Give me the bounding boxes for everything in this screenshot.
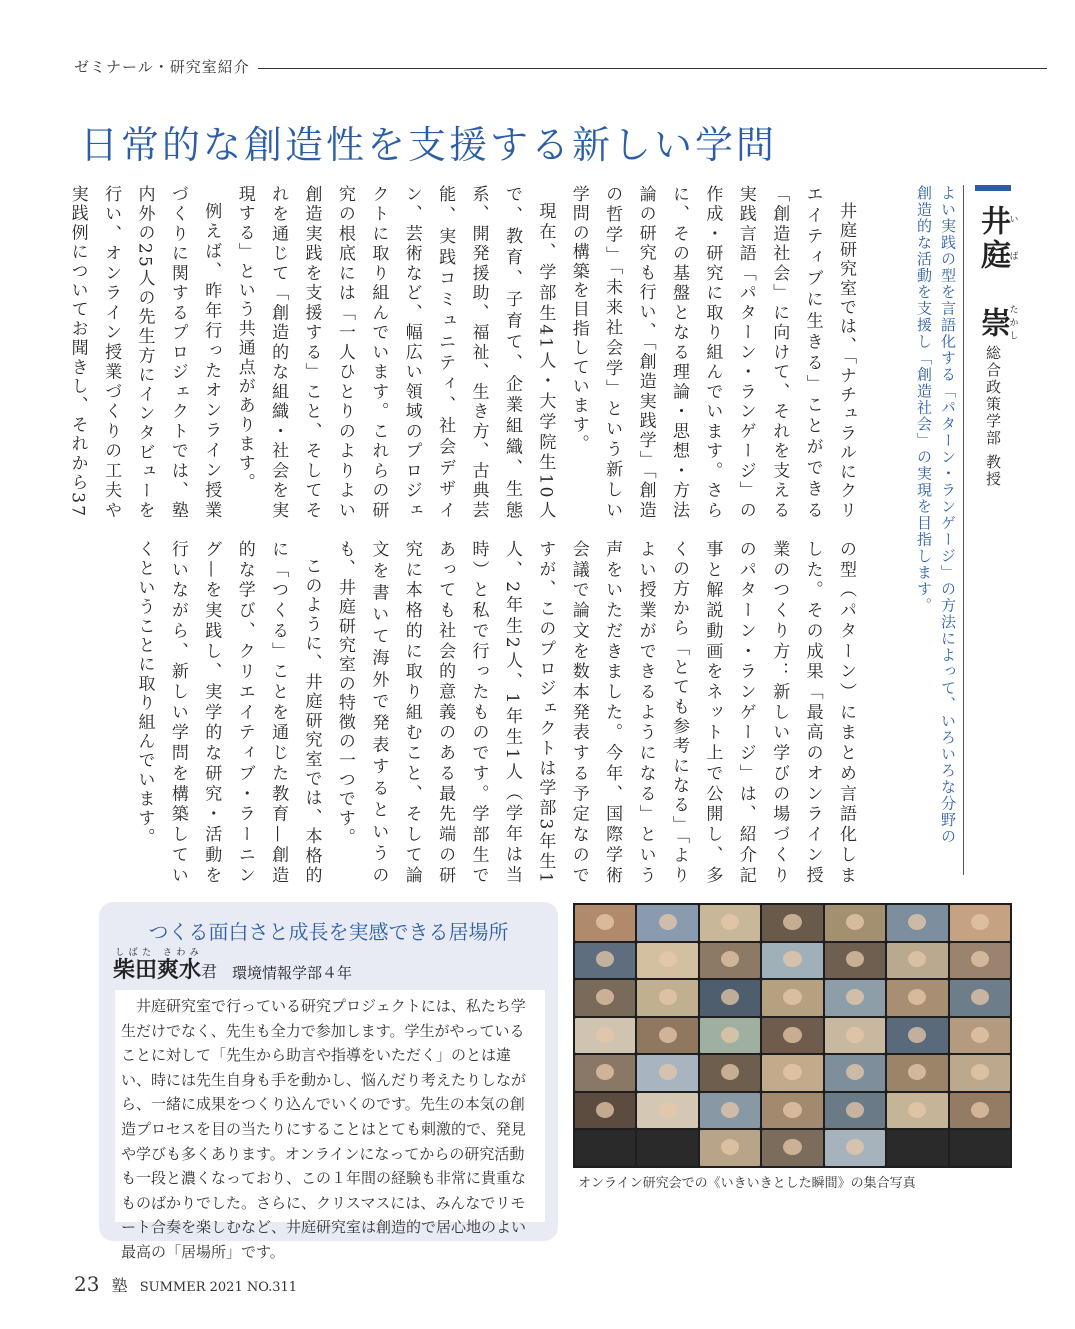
photo-caption: オンライン研究会での《いきいきとした瞬間》の集合写真 — [578, 1176, 916, 1191]
author-family-ruby: いば — [1007, 205, 1018, 273]
author-name — [970, 205, 1018, 344]
photo-participant-tile — [700, 1093, 760, 1129]
photo-participant-tile — [950, 1055, 1010, 1091]
photo-participant-tile — [700, 905, 760, 941]
photo-participant-tile — [950, 1018, 1010, 1054]
photo-participant-tile — [575, 1055, 635, 1091]
photo-participant-tile — [762, 1018, 822, 1054]
photo-participant-tile — [825, 943, 885, 979]
author-family-name: 井庭いば — [975, 205, 1018, 273]
page-number: 23 — [74, 1272, 100, 1296]
interview-text: 井庭研究室で行っている研究プロジェクトには、私たち学生だけでなく、先生も全力で参加します。学生がやっていることに対して「先生から助言や指導をいただく」のとは違い、時には先生自身も手を動かし、悩んだり考えたりしながら、一緒に成果をつくり込んでいくのです。先生の本気の創造プロセスを目の当たりにすることはとても刺激的で、発見や学びも多くあります。オンラインになってからの研究活動も一段と濃くなっており、この１年間の経験も非常に貴重なものばかりでした。さらに、クリスマスには、みんなでリモート合奏を楽しむなど、井庭研究室は創造的で居心地のよい最高の「居場所」です。 — [115, 990, 545, 1222]
photo-participant-tile — [825, 1018, 885, 1054]
photo-participant-tile — [575, 905, 635, 941]
student-name-text: 柴田爽水 — [113, 958, 202, 983]
author-accent-bar — [975, 185, 1011, 191]
lead-text: よい実践の型を言語化する「パターン・ランゲージ」の方法によって、いろいろな分野の創造的な活動を支援し「創造社会」の実現を目指します。 — [915, 185, 957, 845]
page-footer — [74, 1272, 297, 1296]
photo-participant-tile — [950, 1130, 1010, 1166]
photo-participant-tile — [762, 980, 822, 1016]
photo-participant-tile — [825, 1130, 885, 1166]
photo-participant-tile — [700, 1055, 760, 1091]
photo-participant-tile — [762, 905, 822, 941]
student-honorific: 君 — [201, 962, 218, 981]
photo-participant-tile — [637, 943, 697, 979]
photo-participant-tile — [700, 980, 760, 1016]
photo-participant-tile — [575, 1018, 635, 1054]
photo-participant-tile — [825, 1055, 885, 1091]
photo-participant-tile — [762, 943, 822, 979]
article-title: 日常的な創造性を支援する新しい学問 — [80, 123, 778, 167]
author-given-name: 崇たかし — [975, 304, 1018, 344]
body-paragraph: 現在、学部生41人・大学院生10人で、教育、子育て、企業組織、生態系、開発援助、福祉、生き方、古典芸能、実践コミュニティ、社会デザイン、芸術など、幅広い領域のプロジェクトに取り組んでいます。これらの研究の根底には「一人ひとりのよりよい創造実践を支援する」こと、そしてそれを通じて「創造的な組織・社会を実現する」という共通点があります。 — [234, 185, 556, 520]
photo-participant-tile — [887, 905, 947, 941]
photo-participant-tile — [700, 1130, 760, 1166]
photo-participant-tile — [887, 1093, 947, 1129]
photo-participant-tile — [575, 980, 635, 1016]
photo-participant-tile — [700, 1018, 760, 1054]
photo-participant-tile — [950, 980, 1010, 1016]
photo-participant-tile — [950, 1093, 1010, 1129]
interview-title: つくる面白さと成長を実感できる居場所 — [148, 920, 509, 944]
section-label: ゼミナール・研究室紹介 — [74, 56, 258, 77]
body-column-top — [25, 185, 862, 520]
magazine-name: 塾 — [111, 1276, 128, 1295]
photo-participant-tile — [762, 1055, 822, 1091]
group-photo — [573, 903, 1012, 1168]
photo-participant-tile — [637, 905, 697, 941]
photo-participant-tile — [700, 943, 760, 979]
photo-participant-tile — [887, 1018, 947, 1054]
photo-participant-tile — [637, 1093, 697, 1129]
body-column-bottom — [134, 540, 862, 885]
body-paragraph: このように、井庭研究室では、本格的に「つくる」ことを通じた教育—創造的な学び、クリエイティブ・ラーニング—を実践し、実学的な研究・活動を行いながら、新しい学問を構築していくということに取り組んでいます。 — [134, 540, 322, 885]
body-paragraph: 例えば、昨年行ったオンライン授業づくりに関するプロジェクトでは、塾内外の25人の先生方にインタビューを行い、オンライン授業づくりの工夫や実践例についてお聞きし、それから37 — [67, 185, 222, 520]
photo-participant-tile — [637, 1130, 697, 1166]
photo-participant-tile — [825, 980, 885, 1016]
photo-participant-tile — [575, 943, 635, 979]
issue-label: SUMMER 2021 NO.311 — [139, 1280, 298, 1295]
body-paragraph: の型（パターン）にまとめ言語化しました。その成果「最高のオンライン授業のつくり方：新しい学びの場づくりのパターン・ランゲージ」は、紹介記事と解説動画をネット上で公開し、多くの方から「とても参考になる」「よりよい授業ができるようになる」という声をいただきました。今年、国際学術会議で論文を数本発表する予定なのですが、このプロジェクトは学部3年生1人、2年生2人、1年生1人（学年は当時）と私で行ったものです。学部生であっても社会的意義のある最先端の研究に本格的に取り組むこと、そして論文を書いて海外で発表するというのも、井庭研究室の特徴の一つです。 — [334, 540, 856, 885]
author-department: 総合政策学部 教授 — [984, 345, 1002, 488]
photo-participant-tile — [637, 980, 697, 1016]
photo-participant-tile — [825, 905, 885, 941]
interview-student-dept: 環境情報学部４年 — [232, 964, 353, 982]
photo-participant-tile — [887, 1130, 947, 1166]
photo-participant-tile — [887, 943, 947, 979]
interview-student-name — [113, 948, 217, 984]
body-paragraph: 井庭研究室では、「ナチュラルにクリエイティブに生きる」ことができる「創造社会」に向けて、それを支える実践言語「パターン・ランゲージ」の作成・研究に取り組んでいます。さらに、その基盤となる理論・思想・方法論の研究も行い、「創造実践学」「創造の哲学」「未来社会学」という新しい学問の構築を目指しています。 — [568, 185, 856, 520]
photo-participant-tile — [887, 1055, 947, 1091]
photo-participant-tile — [887, 980, 947, 1016]
photo-participant-tile — [762, 1130, 822, 1166]
photo-participant-tile — [637, 1018, 697, 1054]
photo-participant-tile — [825, 1093, 885, 1129]
lead-divider — [963, 185, 964, 875]
student-name-ruby: しばた さわみ — [113, 948, 202, 958]
photo-participant-tile — [637, 1055, 697, 1091]
photo-participant-tile — [950, 943, 1010, 979]
photo-participant-tile — [762, 1093, 822, 1129]
photo-participant-tile — [950, 905, 1010, 941]
photo-participant-tile — [575, 1093, 635, 1129]
photo-participant-tile — [575, 1130, 635, 1166]
author-given-ruby: たかし — [1007, 304, 1018, 344]
